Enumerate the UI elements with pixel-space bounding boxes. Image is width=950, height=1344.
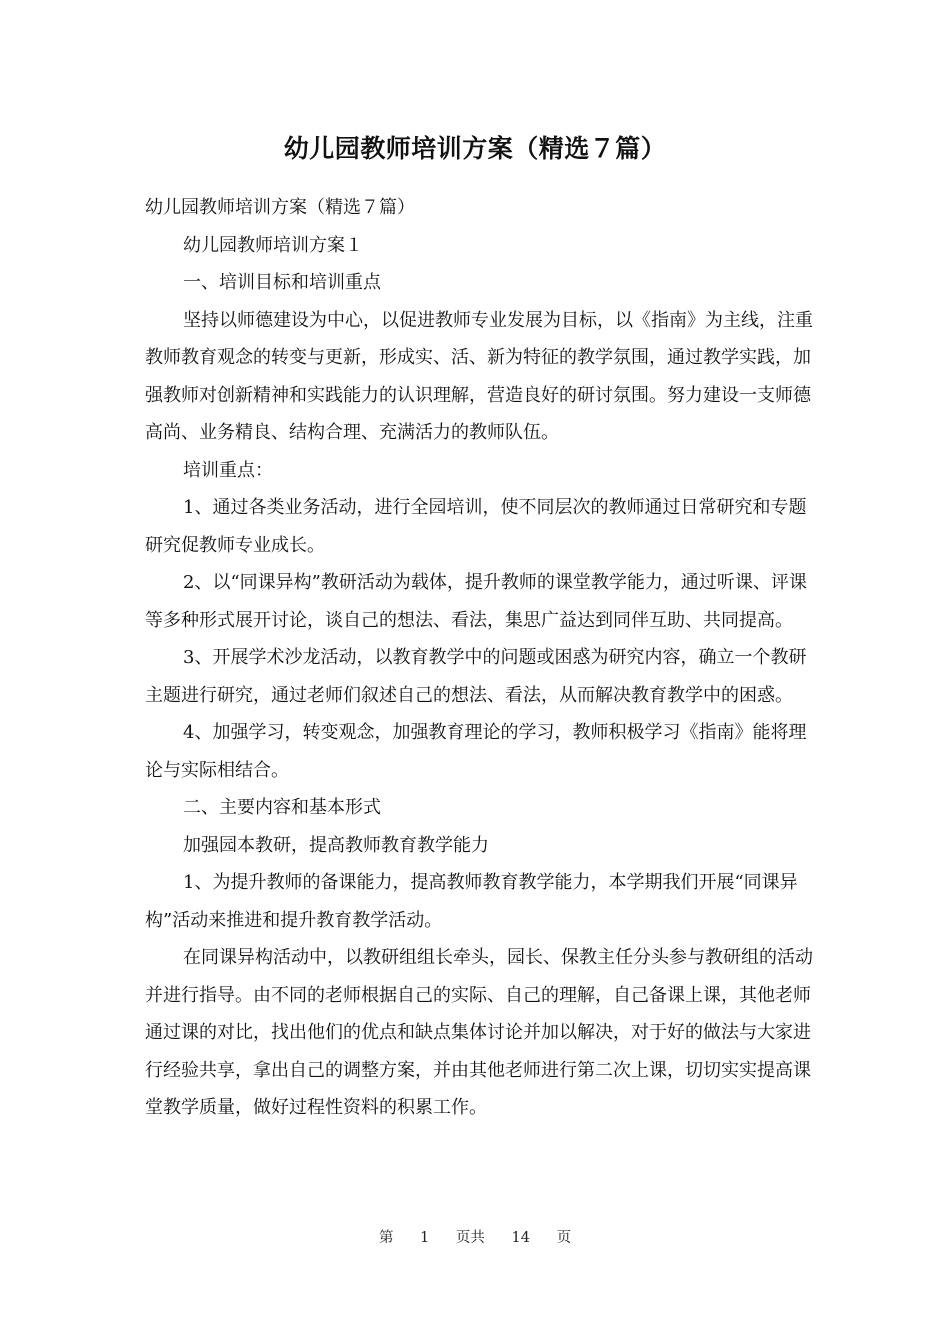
section-heading: 二、主要内容和基本形式 [183, 797, 381, 818]
paragraph: 加强园本教研，提高教师教育教学能力 [183, 834, 489, 856]
footer-middle: 页共 [455, 1230, 485, 1246]
paragraph: 在同课异构活动中，以教研组组长牵头，园长、保教主任分头参与教研组的活动并进行指导。由不同的老师根据自己的实际、自己的理解，自己备课上课，其他老师通过课的对比，找出他们的优点和缺点集体讨论并加以解决，对于好的做法与大家进行经验共享，拿出自己的调整方案，并由其他老师进行第二次上课，切切实实提高课堂教学质量，做好过程性资料的积累工作。 [145, 947, 813, 1118]
list-item: 1、为提升教师的备课能力，提高教师教育教学能力，本学期我们开展“同课异构”活动来推进和提升教育教学活动。 [145, 872, 798, 931]
list-item: 1、通过各类业务活动，进行全园培训，使不同层次的教师通过日常研究和专题研究促教师专业成长。 [145, 497, 807, 556]
page-footer [0, 1226, 950, 1247]
footer-prefix: 第 [378, 1230, 394, 1246]
footer-page-number: 1 [420, 1230, 430, 1246]
document-body [145, 189, 813, 1127]
list-item: 2、以“同课异构”教研活动为载体，提升教师的课堂教学能力，通过听课、评课等多种形式展开讨论，谈自己的想法、看法，集思广益达到同伴互助、共同提高。 [145, 572, 807, 631]
paragraph: 坚持以师德建设为中心，以促进教师专业发展为目标，以《指南》为主线，注重教师教育观念的转变与更新，形成实、活、新为特征的教学氛围，通过教学实践，加强教师对创新精神和实践能力的认识理解，营造良好的研讨氛围。努力建设一支师德高尚、业务精良、结构合理、充满活力的教师队伍。 [145, 309, 813, 443]
section-heading: 一、培训目标和培训重点 [183, 272, 381, 293]
footer-total-pages: 14 [511, 1230, 530, 1246]
list-item: 4、加强学习，转变观念，加强教育理论的学习，教师积极学习《指南》能将理论与实际相结合。 [145, 722, 807, 781]
paragraph: 幼儿园教师培训方案（精选７篇） [145, 197, 415, 218]
paragraph: 幼儿园教师培训方案１ [183, 234, 363, 256]
paragraph: 培训重点： [183, 459, 273, 481]
footer-suffix: 页 [556, 1230, 572, 1246]
list-item: 3、开展学术沙龙活动，以教育教学中的问题或困惑为研究内容，确立一个教研主题进行研究，通过老师们叙述自己的想法、看法，从而解决教育教学中的困惑。 [145, 647, 807, 706]
document-title: 幼儿园教师培训方案（精选７篇） [283, 134, 667, 163]
